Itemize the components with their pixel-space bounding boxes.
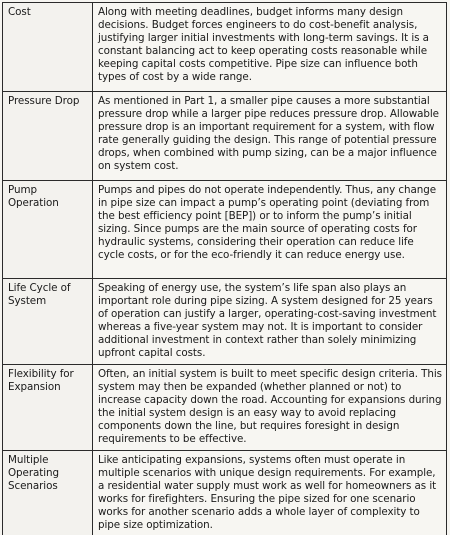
table-row (3, 181, 447, 279)
factor-cell: Cost (3, 3, 93, 92)
description-cell: Like anticipating expansions, systems often must operate in multiple scenarios with unique design requirements. For example, a residential water supply must work as well for homeowners as it works for firefighters. Ensuring the pipe sized for one scenario works for another scenario adds a whole layer of complexity to pipe size optimization. (93, 451, 447, 535)
description-cell: Pumps and pipes do not operate independently. Thus, any change in pipe size can impact a pump’s operating point (deviating from the best efficiency point [BEP]) or to inform the pump’s initial sizing. Since pumps are the main source of operating costs for hydraulic systems, considering their operation can reduce life cycle costs, or for the eco-friendly it can reduce energy use. (93, 181, 447, 279)
factor-cell: Pump Operation (3, 181, 93, 279)
pipe-sizing-factors-table (2, 2, 447, 535)
description-cell: Often, an initial system is built to meet specific design criteria. This system may then be expanded (whether planned or not) to increase capacity down the road. Accounting for expansions during the initial system design is an easy way to avoid replacing components down the line, but requires foresight in design requirements to be effective. (93, 365, 447, 451)
description-cell: Along with meeting deadlines, budget informs many design decisions. Budget forces engineers to do cost-benefit analysis, justifying larger initial investments with long-term savings. It is a constant balancing act to keep operating costs reasonable while keeping capital costs competitive. Pipe size can influence both types of cost by a wide range. (93, 3, 447, 92)
table-row (3, 451, 447, 535)
description-cell: As mentioned in Part 1, a smaller pipe causes a more substantial pressure drop while a larger pipe reduces pressure drop. Allowable pressure drop is an important requirement for a system, with flow rate generally guiding the design. This range of potential pressure drops, when combined with pump sizing, can be a major influence on system cost. (93, 92, 447, 181)
factor-cell: Life Cycle of System (3, 279, 93, 365)
description-cell: Speaking of energy use, the system’s life span also plays an important role during pipe sizing. A system designed for 25 years of operation can justify a larger, operating-cost-saving investment whereas a five-year system may not. It is important to consider additional investment in context rather than solely minimizing upfront capital costs. (93, 279, 447, 365)
table-row (3, 279, 447, 365)
factor-cell: Flexibility for Expansion (3, 365, 93, 451)
factor-cell: Pressure Drop (3, 92, 93, 181)
table-row (3, 3, 447, 92)
table-row (3, 92, 447, 181)
factor-cell: Multiple Operating Scenarios (3, 451, 93, 535)
table-row (3, 365, 447, 451)
